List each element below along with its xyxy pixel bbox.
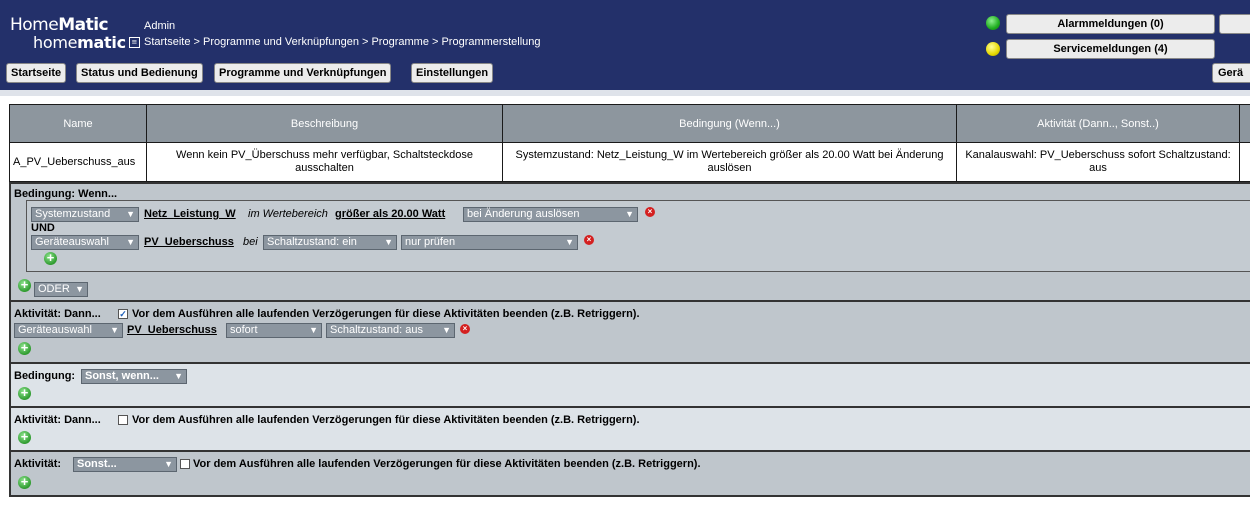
chevron-down-icon: ▼ <box>126 209 135 219</box>
header-bar <box>0 0 1250 90</box>
condition-else-select[interactable]: Sonst, wenn... ▼ <box>81 369 187 384</box>
program-editor <box>9 182 1250 497</box>
stop-delays-checkbox[interactable] <box>180 459 190 469</box>
service-messages-button[interactable]: Servicemeldungen (4) <box>1006 39 1215 59</box>
stop-delays-checkbox[interactable]: ✓ <box>119 309 127 319</box>
activity1-state-select[interactable]: Schaltzustand: aus ▼ <box>326 323 455 338</box>
condition2-state-select[interactable]: Schaltzustand: ein ▼ <box>263 235 397 250</box>
condition-else-if-section <box>11 364 1250 406</box>
condition2-mode-label: bei <box>243 236 258 248</box>
col-header-name[interactable]: Name <box>10 105 147 143</box>
activity1-type-select[interactable]: Geräteauswahl ▼ <box>14 323 123 338</box>
or-operator-select[interactable]: ODER ▼ <box>34 282 88 297</box>
chevron-down-icon: ▼ <box>75 284 84 294</box>
chevron-down-icon: ▼ <box>126 237 135 247</box>
activity1-target-link[interactable]: PV_Ueberschuss <box>127 324 217 336</box>
activity-then-empty-section <box>11 408 1250 450</box>
add-condition-icon[interactable]: + <box>44 252 57 265</box>
condition2-target-link[interactable]: PV_Ueberschuss <box>144 236 234 248</box>
activity-else-select[interactable]: Sonst... ▼ <box>73 457 177 472</box>
col-header-extra <box>1240 105 1250 143</box>
nav-status-button[interactable]: Status und Bedienung <box>76 63 203 83</box>
alarm-messages-button[interactable]: Alarmmeldungen (0) <box>1006 14 1215 34</box>
condition1-type-select[interactable]: Systemzustand ▼ <box>31 207 139 222</box>
breadcrumb: Startseite > Programme und Verknüpfungen > Programme > Programmerstellung <box>144 36 541 48</box>
condition1-trigger-select[interactable]: bei Änderung auslösen ▼ <box>463 207 638 222</box>
nav-programme-button[interactable]: Programme und Verknüpfungen <box>214 63 391 83</box>
activity-else-title: Aktivität: <box>14 458 62 470</box>
col-header-description[interactable]: Beschreibung <box>147 105 503 143</box>
chevron-down-icon: ▼ <box>164 459 173 469</box>
header-separator <box>0 90 1250 96</box>
add-activity-icon[interactable]: + <box>18 476 31 489</box>
header-extra-button[interactable] <box>1219 14 1250 34</box>
user-name: Admin <box>144 20 176 32</box>
nav-startseite-button[interactable]: Startseite <box>6 63 66 83</box>
add-condition-group-icon[interactable]: + <box>18 279 31 292</box>
delete-x-icon[interactable]: × <box>645 207 655 217</box>
stop-delays-label: Vor dem Ausführen alle laufenden Verzögerungen für diese Aktivitäten beenden (z.B. Retriggern). <box>193 458 701 470</box>
add-condition-icon[interactable]: + <box>18 387 31 400</box>
chevron-down-icon: ▼ <box>625 209 634 219</box>
program-description-cell[interactable]: Wenn kein PV_Überschuss mehr verfügbar, Schaltsteckdose ausschalten <box>147 143 503 182</box>
table-row[interactable] <box>10 143 1250 182</box>
program-table <box>9 104 1250 182</box>
chevron-down-icon: ▼ <box>110 325 119 335</box>
add-activity-icon[interactable]: + <box>18 342 31 355</box>
delete-x-icon[interactable]: × <box>460 324 470 334</box>
alarm-status-led-icon <box>986 16 1000 30</box>
chevron-down-icon: ▼ <box>384 237 393 247</box>
program-activity-cell: Kanalauswahl: PV_Ueberschuss sofort Schaltzustand: aus <box>957 143 1240 182</box>
activity1-delay-select[interactable]: sofort ▼ <box>226 323 322 338</box>
condition1-range-link[interactable]: größer als 20.00 Watt <box>335 208 446 220</box>
condition-if-title: Bedingung: Wenn... <box>14 188 118 200</box>
program-name-cell[interactable]: A_PV_Ueberschuss_aus <box>10 143 147 182</box>
service-status-led-icon <box>986 42 1000 56</box>
chevron-down-icon: ▼ <box>309 325 318 335</box>
program-condition-cell: Systemzustand: Netz_Leistung_W im Wertebereich größer als 20.00 Watt bei Änderung auslösen <box>503 143 957 182</box>
activity-then-title: Aktivität: Dann... <box>14 308 101 320</box>
col-header-condition[interactable]: Bedingung (Wenn...) <box>503 105 957 143</box>
homematic-logo: HomeMatic homematic ≡ <box>10 16 140 52</box>
col-header-activity[interactable]: Aktivität (Dann.., Sonst..) <box>957 105 1240 143</box>
devices-button[interactable]: Gerä <box>1212 63 1250 83</box>
activity-else-section <box>11 452 1250 497</box>
condition2-trigger-select[interactable]: nur prüfen ▼ <box>401 235 578 250</box>
delete-x-icon[interactable]: × <box>584 235 594 245</box>
chevron-down-icon: ▼ <box>442 325 451 335</box>
condition1-mode-label: im Wertebereich <box>248 208 328 220</box>
chevron-down-icon: ▼ <box>174 371 183 381</box>
and-operator-label: UND <box>31 222 55 234</box>
chevron-down-icon: ▼ <box>565 237 574 247</box>
activity-then-title: Aktivität: Dann... <box>14 414 101 426</box>
condition2-type-select[interactable]: Geräteauswahl ▼ <box>31 235 139 250</box>
condition-else-title: Bedingung: <box>14 370 76 382</box>
activity-then-section <box>11 302 1250 362</box>
condition-if-section <box>11 184 1250 300</box>
condition-group <box>26 200 1250 272</box>
add-activity-icon[interactable]: + <box>18 431 31 444</box>
stop-delays-checkbox[interactable] <box>118 415 128 425</box>
stop-delays-label: Vor dem Ausführen alle laufenden Verzögerungen für diese Aktivitäten beenden (z.B. Retriggern). <box>132 308 640 320</box>
program-extra-cell <box>1240 143 1250 182</box>
nav-einstellungen-button[interactable]: Einstellungen <box>411 63 493 83</box>
stop-delays-label: Vor dem Ausführen alle laufenden Verzögerungen für diese Aktivitäten beenden (z.B. Retriggern). <box>132 414 640 426</box>
condition1-target-link[interactable]: Netz_Leistung_W <box>144 208 236 220</box>
logo-square-icon: ≡ <box>129 37 140 48</box>
